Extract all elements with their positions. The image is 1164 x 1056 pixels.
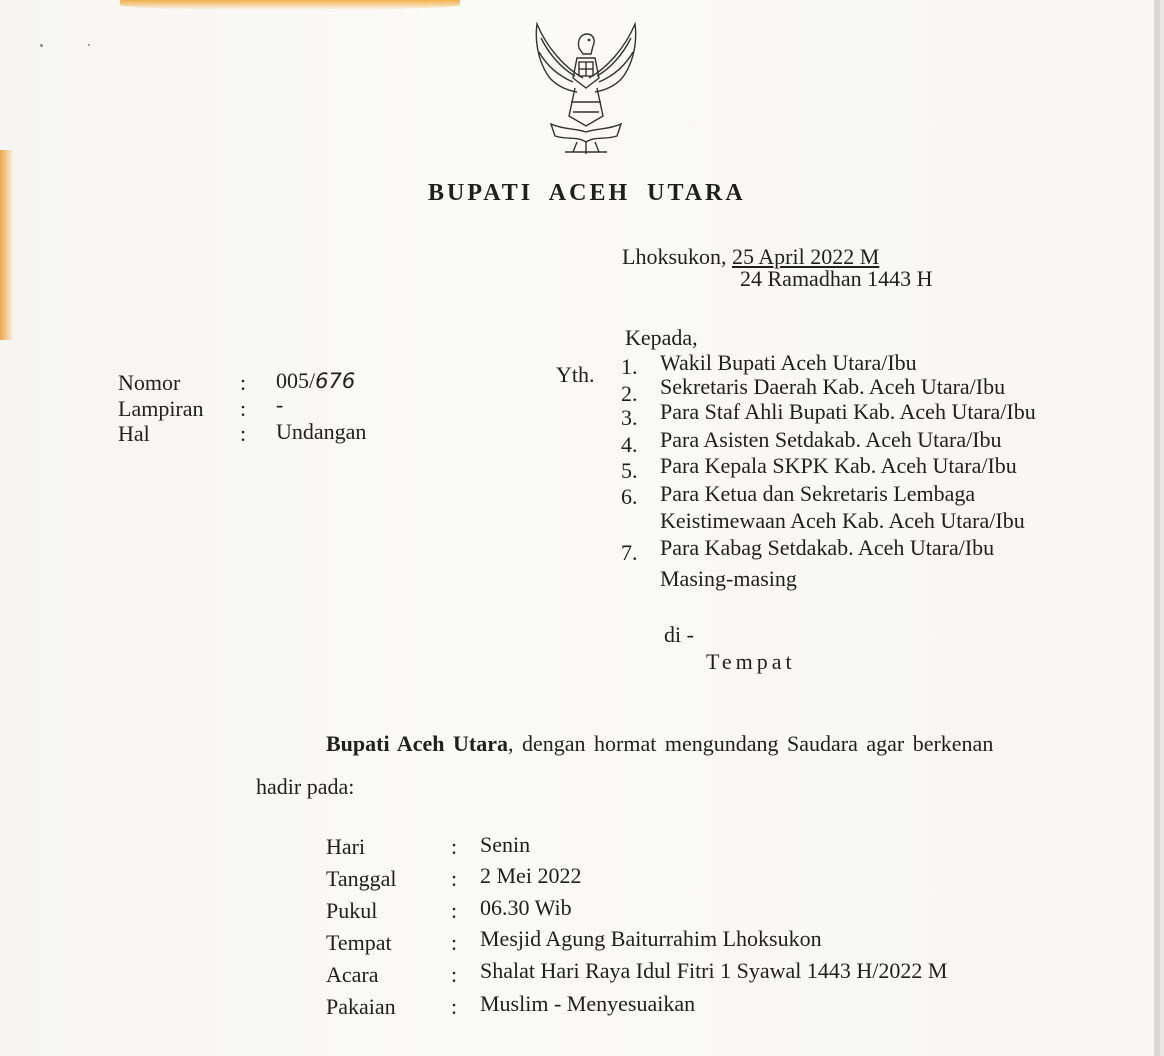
recipient-num: 2.: [621, 381, 638, 406]
meta-sep: :: [240, 421, 247, 446]
date-gregorian: 25 April 2022 M: [732, 244, 880, 269]
recipient-num: 6.: [621, 484, 638, 509]
detail-value: Muslim - Menyesuaikan: [480, 991, 696, 1016]
letterhead-title: BUPATI ACEH UTARA: [428, 180, 746, 206]
detail-label: Tempat: [326, 930, 392, 955]
recipient-text: Sekretaris Daerah Kab. Aceh Utara/Ibu: [660, 374, 1006, 399]
tempat-label: Tempat: [706, 649, 796, 674]
meta-label-hal: Hal: [118, 421, 150, 446]
meta-value-hal: Undangan: [276, 419, 367, 444]
detail-label: Pukul: [326, 898, 378, 923]
meta-sep: :: [240, 396, 247, 421]
meta-label-lampiran: Lampiran: [118, 396, 204, 421]
recipient-text: Para Kepala SKPK Kab. Aceh Utara/Ibu: [660, 453, 1017, 478]
detail-sep: :: [451, 898, 458, 923]
paper-stain-left: [0, 150, 14, 340]
meta-value-nomor: [276, 368, 355, 394]
body-paragraph-line1: [326, 731, 993, 757]
detail-value: 06.30 Wib: [480, 895, 572, 920]
detail-label: Hari: [326, 834, 366, 859]
meta-sep: :: [240, 370, 247, 395]
detail-sep: :: [451, 834, 458, 859]
paper-edge-right: [1154, 0, 1160, 1056]
date-hijri: 24 Ramadhan 1443 H: [740, 266, 933, 291]
recipient-text: Para Asisten Setdakab. Aceh Utara/Ibu: [660, 427, 1002, 452]
recipient-text: Para Kabag Setdakab. Aceh Utara/Ibu: [660, 535, 995, 560]
recipient-num: 3.: [621, 405, 638, 430]
detail-label: Tanggal: [326, 866, 397, 891]
kepada-label: Kepada,: [625, 325, 698, 350]
detail-label: Pakaian: [326, 994, 396, 1019]
garuda-emblem-icon: [525, 18, 647, 158]
detail-value: Senin: [480, 832, 531, 857]
recipient-num: 5.: [621, 458, 638, 483]
recipient-num: 1.: [621, 354, 638, 379]
detail-value: Mesjid Agung Baiturrahim Lhoksukon: [480, 926, 822, 951]
paper-stain-top: [120, 0, 460, 10]
recipient-text: Wakil Bupati Aceh Utara/Ibu: [660, 350, 917, 375]
body-paragraph-line2: hadir pada:: [256, 774, 355, 799]
nomor-prefix: 005/: [276, 368, 316, 393]
detail-value: 2 Mei 2022: [480, 863, 582, 888]
detail-label: Acara: [326, 962, 379, 987]
meta-label-nomor: Nomor: [118, 370, 181, 395]
meta-value-lampiran: -: [276, 392, 284, 417]
recipient-text-cont: Masing-masing: [660, 566, 797, 591]
speck: [40, 44, 43, 47]
body-lead-rest: , dengan hormat mengundang Saudara agar berkenan: [508, 731, 994, 756]
speck: [88, 44, 90, 46]
di-label: di -: [664, 622, 694, 647]
detail-sep: :: [451, 994, 458, 1019]
body-lead-bold: Bupati Aceh Utara: [326, 731, 508, 756]
nomor-handwritten: 676: [315, 369, 356, 393]
recipient-num: 7.: [621, 540, 638, 565]
recipient-text: Para Ketua dan Sekretaris Lembaga: [660, 481, 976, 506]
detail-sep: :: [451, 930, 458, 955]
yth-label: Yth.: [556, 362, 595, 387]
date-place: Lhoksukon,: [622, 244, 732, 269]
recipient-num: 4.: [621, 432, 638, 457]
detail-sep: :: [451, 866, 458, 891]
detail-value: Shalat Hari Raya Idul Fitri 1 Syawal 1443 H/2022 M: [480, 958, 948, 983]
recipient-text: Para Staf Ahli Bupati Kab. Aceh Utara/Ibu: [660, 399, 1036, 424]
recipient-text-cont: Keistimewaan Aceh Kab. Aceh Utara/Ibu: [660, 508, 1025, 533]
detail-sep: :: [451, 962, 458, 987]
